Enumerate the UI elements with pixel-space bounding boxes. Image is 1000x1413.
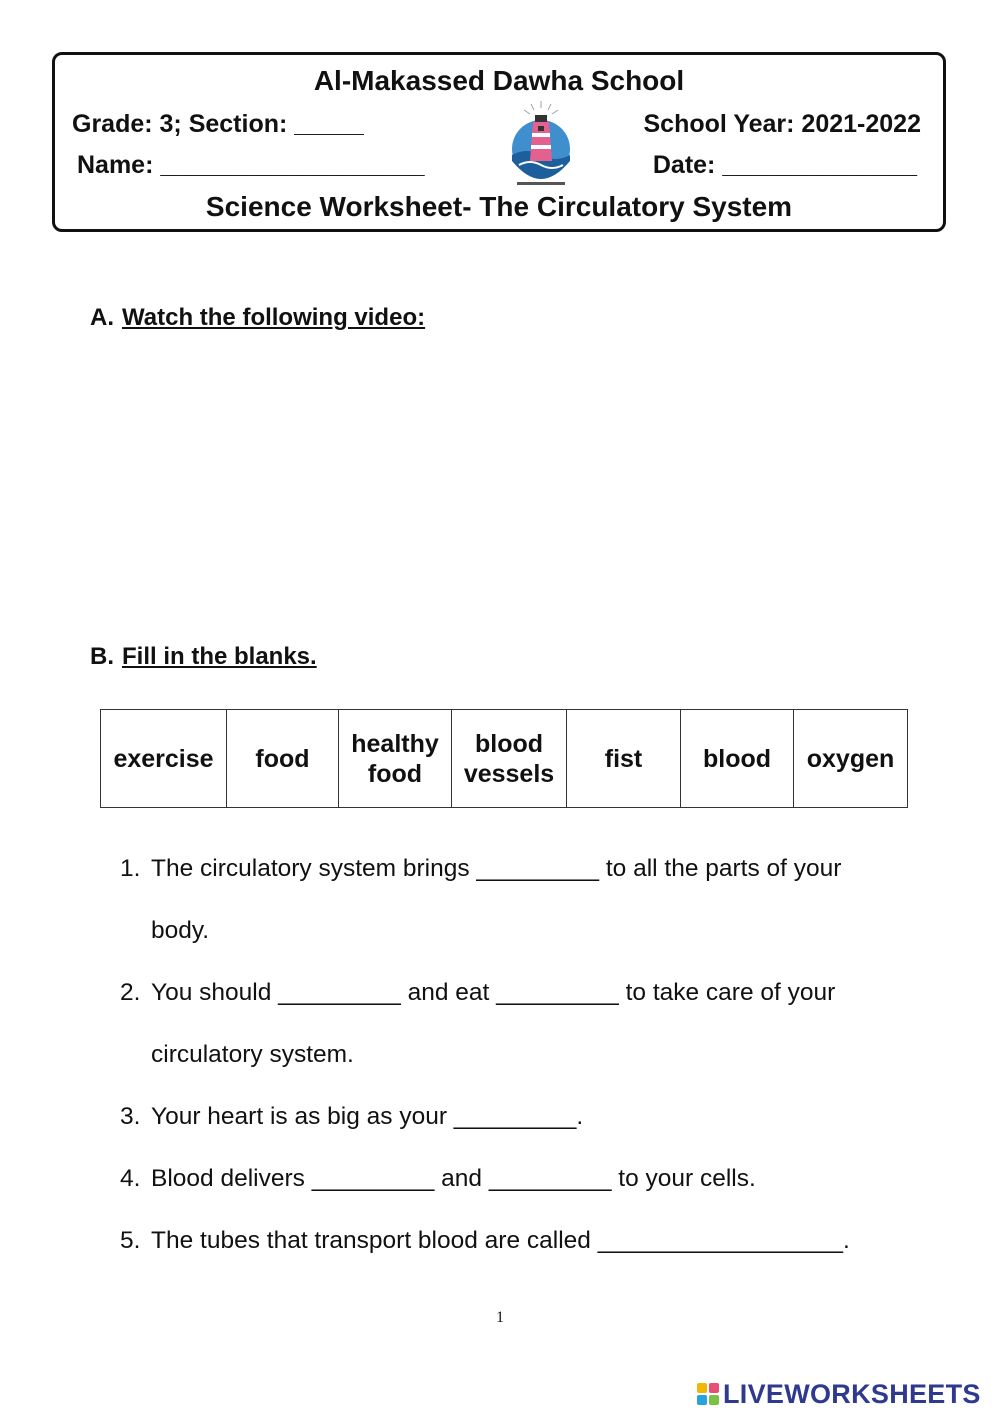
liveworksheets-wordmark: LIVEWORKSHEETS [723,1378,981,1409]
word-bank-table [100,709,908,808]
question-number: 5. [120,1227,141,1254]
date-field: Date: ______________ [652,151,917,179]
question-text [151,962,930,1086]
question-text [151,838,930,962]
word-line: food [255,744,310,773]
section-a-letter: A. [90,304,114,331]
logo-tile [709,1395,719,1405]
section-b-letter: B. [90,643,114,670]
word-bank-cell [227,710,339,808]
question-line: Your heart is as big as your _________. [151,1103,584,1130]
word-line: exercise [113,744,214,773]
word-bank-cell [101,710,227,808]
section-a-heading [90,304,425,332]
word-bank-cell [339,710,452,808]
question-number: 1. [120,855,141,882]
question-line: The tubes that transport blood are called __________________. [151,1227,850,1254]
word-line: vessels [463,759,555,788]
section-b-title: Fill in the blanks. [122,643,317,670]
question-item [120,962,930,1086]
school-year: School Year: 2021-2022 [643,110,921,138]
section-b-heading [90,643,317,671]
word-line: blood [474,729,544,758]
header-box [52,52,946,232]
page-number: 1 [496,1309,504,1326]
word-line: oxygen [806,744,895,773]
question-text [151,1086,930,1148]
question-item [120,1148,930,1210]
name-field: Name: ___________________ [77,151,425,179]
word-line: food [367,759,423,788]
logo-tile [709,1383,719,1393]
worksheet-title: Science Worksheet- The Circulatory System [205,191,793,222]
school-name: Al-Makassed Dawha School [313,65,685,96]
question-line: The circulatory system brings _________ to all the parts of your [151,855,842,882]
liveworksheets-logo-icon [697,1383,719,1405]
question-number: 3. [120,1103,141,1130]
word-line: healthy [351,729,439,758]
question-line: You should _________ and eat _________ to take care of your [151,979,836,1006]
question-item [120,1210,930,1272]
question-number: 2. [120,979,141,1006]
question-text [151,1210,930,1272]
logo-tile [697,1395,707,1405]
word-bank-cell [681,710,794,808]
word-line: blood [702,744,772,773]
logo-tile [697,1383,707,1393]
section-a-title: Watch the following video: [122,304,426,331]
word-bank-row [101,710,908,808]
question-line: body. [151,917,210,944]
question-item [120,838,930,962]
question-list [120,838,930,1272]
word-bank-cell [452,710,567,808]
word-line: fist [604,744,643,773]
question-line: circulatory system. [151,1041,354,1068]
question-line: Blood delivers _________ and _________ to your cells. [151,1165,756,1192]
question-item [120,1086,930,1148]
liveworksheets-brand[interactable] [697,1376,981,1412]
word-bank-cell [794,710,908,808]
question-text [151,1148,930,1210]
question-number: 4. [120,1165,141,1192]
word-bank-cell [567,710,681,808]
grade-section-field: Grade: 3; Section: _____ [72,110,364,138]
lighthouse-logo-icon [505,99,577,191]
